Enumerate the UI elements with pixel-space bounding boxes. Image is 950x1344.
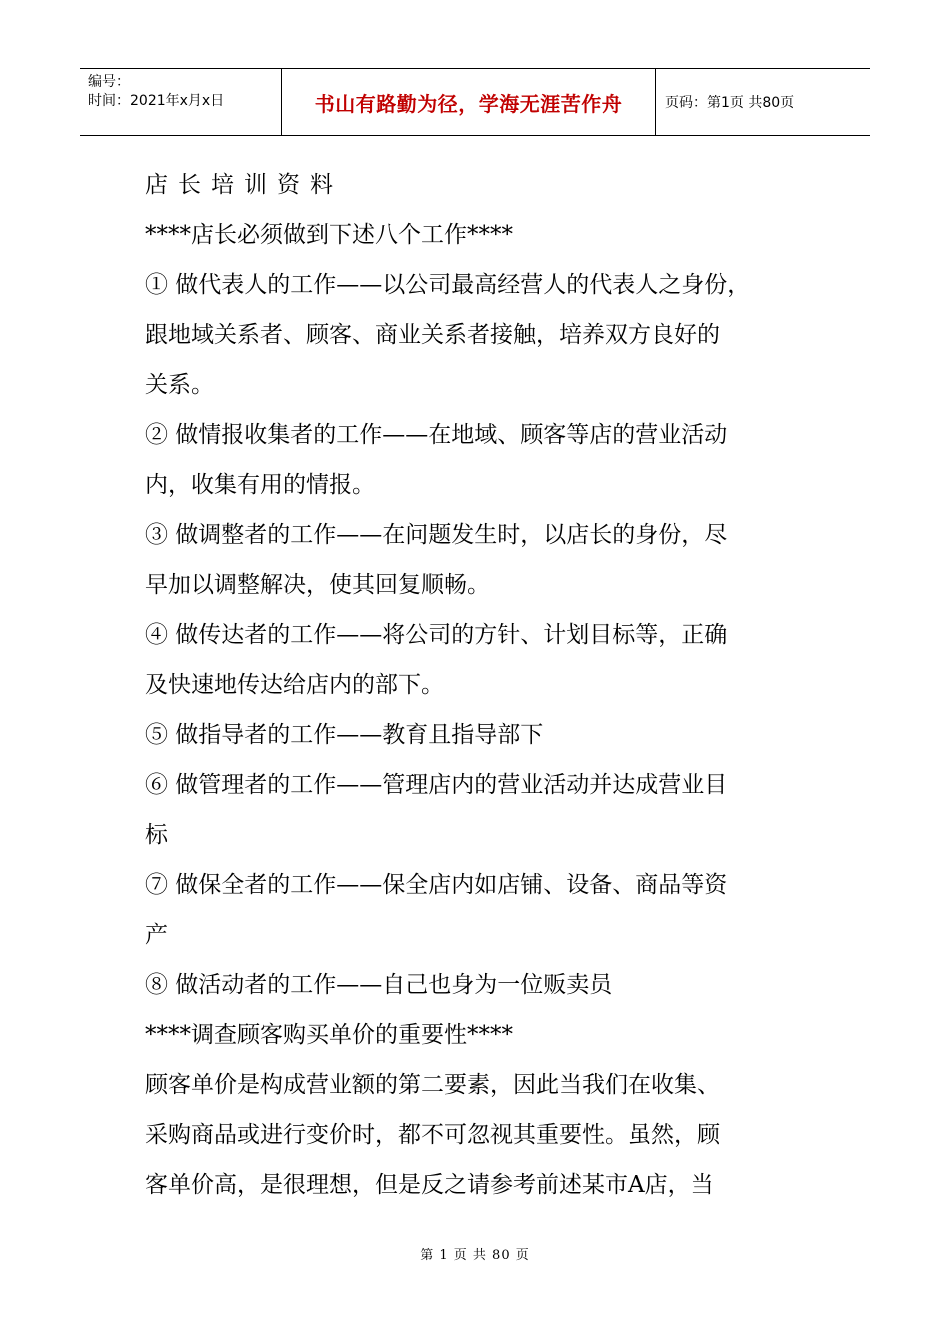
body-line: 跟地域关系者、顾客、商业关系者接触，培养双方良好的 <box>145 322 720 348</box>
page-footer: 第 1 页 共 80 页 <box>420 1248 530 1263</box>
document-body <box>145 160 815 1210</box>
header-motto: 书山有路勤为径，学海无涯苦作舟 <box>282 69 656 135</box>
body-line: 标 <box>145 822 168 848</box>
body-line: 早加以调整解决，使其回复顺畅。 <box>145 572 490 598</box>
document-number-label: 编号： <box>88 74 130 90</box>
body-line: 内，收集有用的情报。 <box>145 472 375 498</box>
header-page-code: 页码：第1页 共80页 <box>665 95 795 111</box>
page-header <box>80 68 870 136</box>
section-heading: ****调查顾客购买单价的重要性**** <box>145 1022 513 1048</box>
body-line: ④ 做传达者的工作——将公司的方针、计划目标等，正确 <box>145 622 728 648</box>
body-line: 采购商品或进行变价时，都不可忽视其重要性。虽然，顾 <box>145 1122 720 1148</box>
header-meta-cell <box>80 69 282 135</box>
body-line: ① 做代表人的工作——以公司最高经营人的代表人之身份， <box>145 272 751 298</box>
section-heading: ****店长必须做到下述八个工作**** <box>145 222 513 248</box>
body-line: ⑥ 做管理者的工作——管理店内的营业活动并达成营业目 <box>145 772 728 798</box>
body-line: 关系。 <box>145 372 214 398</box>
body-line: ⑧ 做活动者的工作——自己也身为一位贩卖员 <box>145 972 613 998</box>
body-line: 客单价高，是很理想，但是反之请参考前述某市A店，当 <box>145 1172 714 1198</box>
document-time-label: 时间：2021年x月x日 <box>88 93 225 109</box>
body-line: ⑦ 做保全者的工作——保全店内如店铺、设备、商品等资 <box>145 872 728 898</box>
body-line: ③ 做调整者的工作——在问题发生时，以店长的身份，尽 <box>145 522 728 548</box>
document-title: 店长培训资料 <box>145 172 343 198</box>
body-line: 及快速地传达给店内的部下。 <box>145 672 444 698</box>
body-line: 产 <box>145 922 168 948</box>
body-line: ② 做情报收集者的工作——在地域、顾客等店的营业活动 <box>145 422 728 448</box>
body-line: 顾客单价是构成营业额的第二要素，因此当我们在收集、 <box>145 1072 720 1098</box>
body-line: ⑤ 做指导者的工作——教育且指导部下 <box>145 722 544 748</box>
